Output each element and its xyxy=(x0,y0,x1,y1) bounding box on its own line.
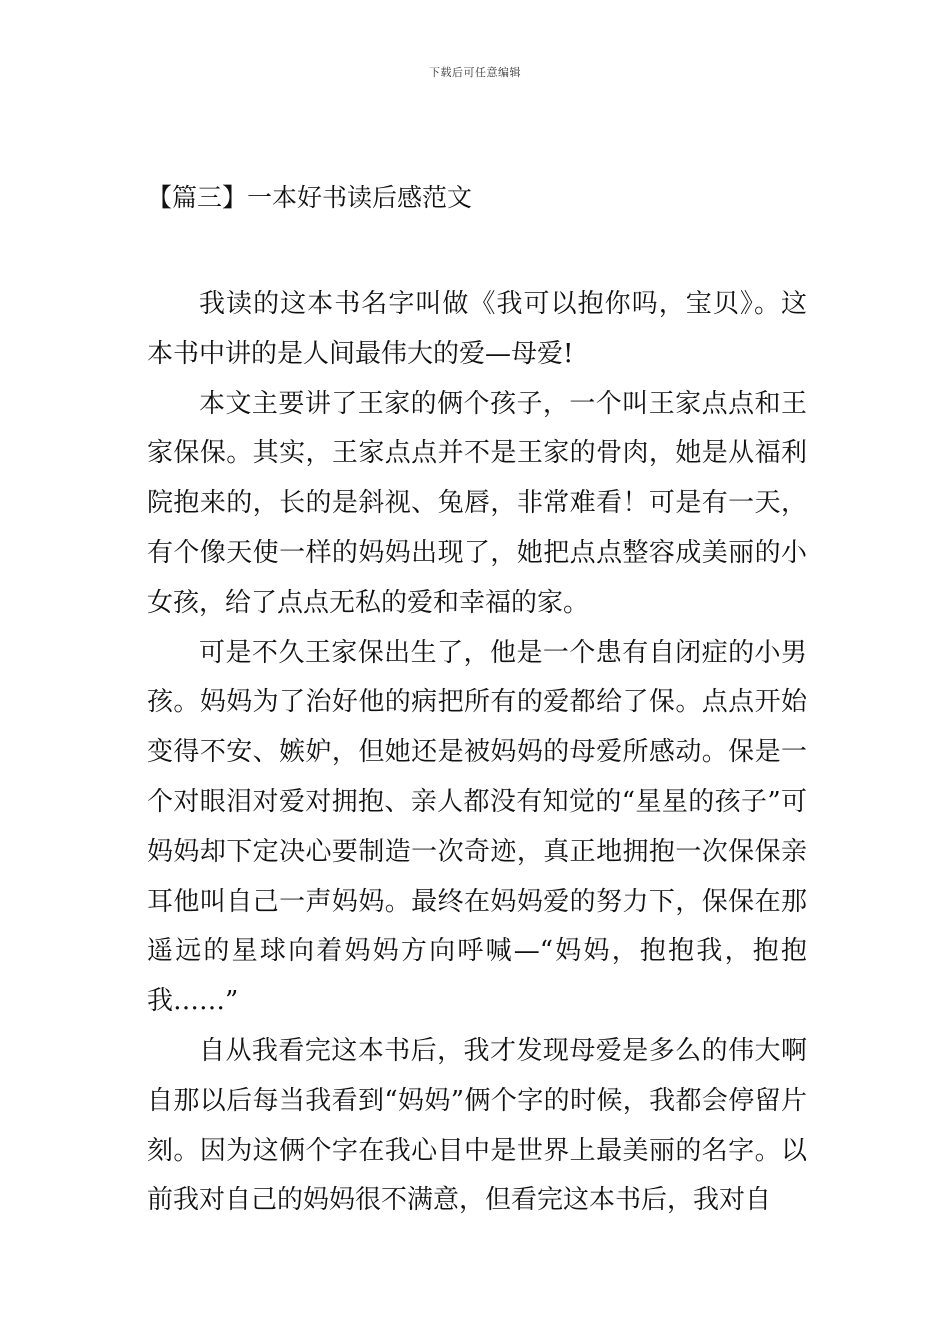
paragraph-4: 自从我看完这本书后，我才发现母爱是多么的伟大啊自那以后每当我看到“妈妈”俩个字的时候，我都会停留片刻。因为这俩个字在我心目中是世界上最美丽的名字。以前我对自己的妈妈很不满意，但看完这本书后，我对自 xyxy=(147,1035,807,1216)
page-header-note: 下载后可任意编辑 xyxy=(429,66,521,79)
paragraph-3: 可是不久王家保出生了，他是一个患有自闭症的小男孩。妈妈为了治好他的病把所有的爱都给了保。点点开始变得不安、嫉妒，但她还是被妈妈的母爱所感动。保是一个对眼泪对爱对拥抱、亲人都没有知觉的“星星的孩子”可妈妈却下定决心要制造一次奇迹，真正地拥抱一次保保亲耳他叫自己一声妈妈。最终在妈妈爱的努力下，保保在那遥远的星球向着妈妈方向呼喊—“妈妈，抱抱我，抱抱我……” xyxy=(147,637,807,1017)
paragraph-1: 我读的这本书名字叫做《我可以抱你吗，宝贝》。这本书中讲的是人间最伟大的爱—母爱! xyxy=(147,289,807,369)
paragraph-2: 本文主要讲了王家的俩个孩子，一个叫王家点点和王家保保。其实，王家点点并不是王家的骨肉，她是从福利院抱来的，长的是斜视、兔唇，非常难看！可是有一天，有个像天使一样的妈妈出现了，她把点点整容成美丽的小女孩，给了点点无私的爱和幸福的家。 xyxy=(147,388,807,618)
document-title: 【篇三】一本好书读后感范文 xyxy=(147,183,473,212)
article-body xyxy=(147,280,807,1226)
